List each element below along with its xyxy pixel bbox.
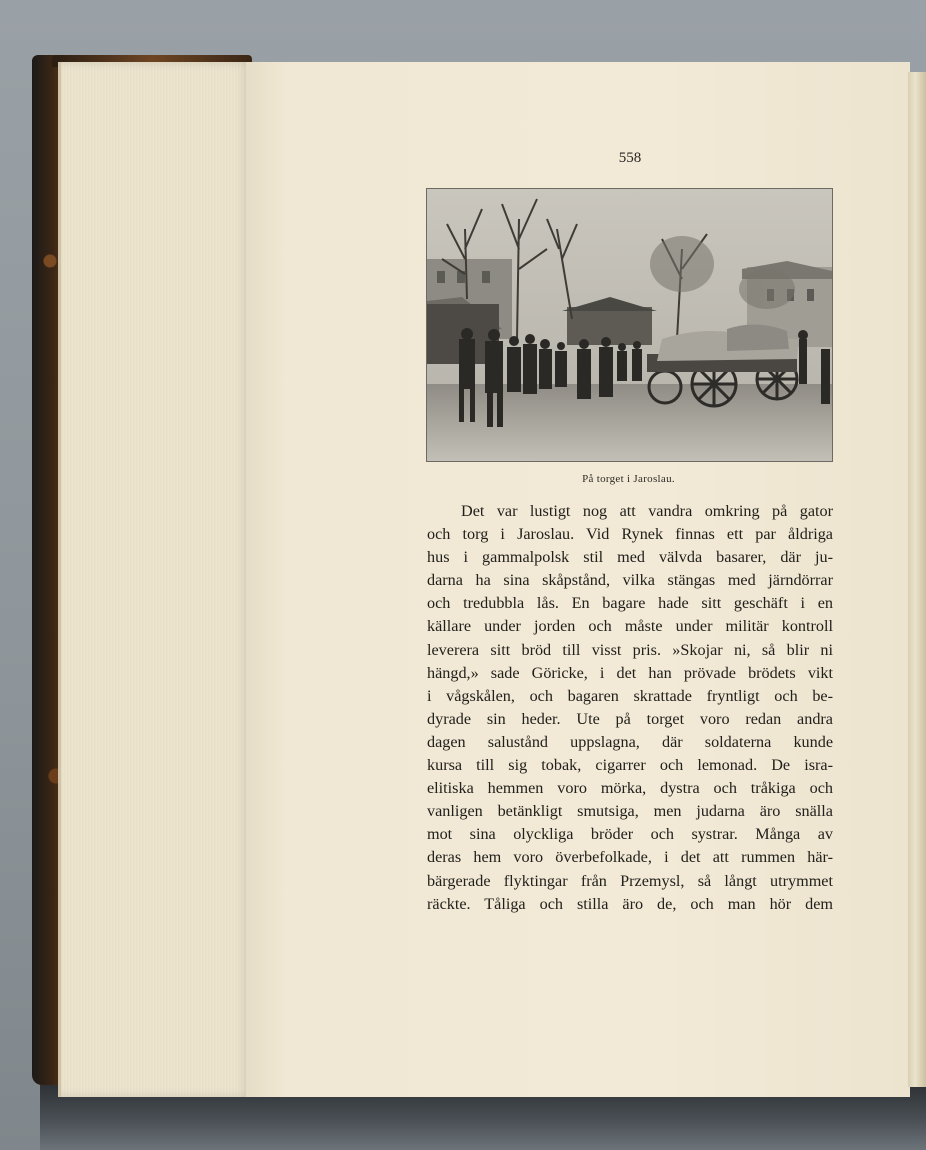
body-text [427, 500, 833, 916]
text-line: och tredubbla lås. En bagare hade sitt geschäft i en [427, 594, 833, 613]
text-line: vanligen betänkligt smutsiga, men judarna äro snälla [427, 802, 833, 821]
text-line: deras hem voro överbefolkade, i det att rummen här- [427, 848, 833, 867]
text-line: bärgerade flyktingar från Przemysl, så långt utrymmet [427, 871, 833, 890]
text-line: källare under jorden och måste under militär kontroll [427, 617, 833, 636]
photo-illustration [427, 189, 832, 461]
text-line: räckte. Tåliga och stilla äro de, och man hör dem [427, 894, 833, 913]
page-number: 558 [618, 150, 642, 166]
text-line: i vågskålen, och bagaren skrattade fryntligt och be- [427, 686, 833, 705]
text-line: dagen salustånd uppslagna, där soldaterna kunde [427, 732, 833, 751]
text-line: dyrade sin heder. Ute på torget voro redan andra [427, 709, 833, 728]
left-page-block [58, 62, 251, 1097]
market-square-photo [426, 188, 833, 462]
text-line: darna ha sina skåpstånd, vilka stängas med järndörrar [427, 571, 833, 590]
right-page-edge [908, 72, 926, 1087]
text-line: leverera sitt bröd till visst pris. »Skojar ni, så blir ni [427, 640, 833, 659]
photo-caption: På torget i Jaroslau. [582, 473, 675, 485]
text-line: hus i gammalpolsk stil med välvda basarer, där ju- [427, 548, 833, 567]
text-line: hängd,» sade Göricke, i det han prövade brödets vikt [427, 663, 833, 682]
text-line: och torg i Jaroslau. Vid Rynek finnas ett par åldriga [427, 525, 833, 544]
text-line: kursa till sig tobak, cigarrer och lemonad. De isra- [427, 756, 833, 775]
text-line: mot sina olyckliga bröder och systrar. Många av [427, 825, 833, 844]
text-line: Det var lustigt nog att vandra omkring på gator [461, 502, 833, 520]
text-line: elitiska hemmen voro mörka, dystra och tråkiga och [427, 779, 833, 798]
